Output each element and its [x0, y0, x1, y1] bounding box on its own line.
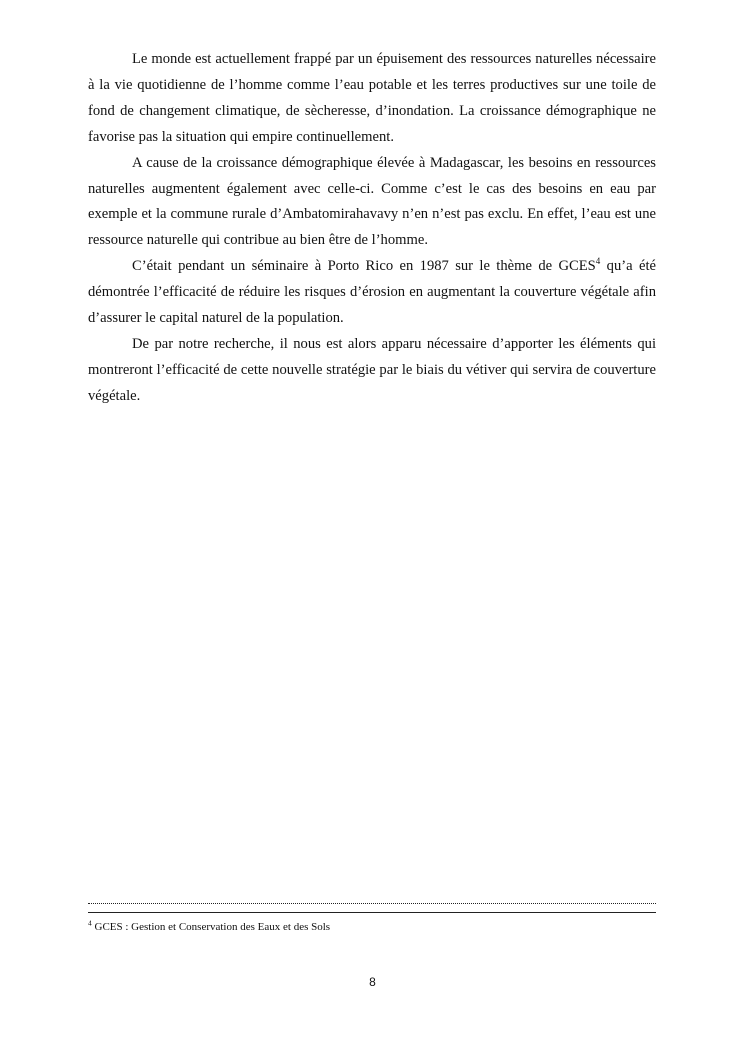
paragraph-3-text-after: qu’a été démontrée l’efficacité de réduire les risques d’érosion en augmentant la couverture végétale afin d’assurer le capital naturel de la population. [88, 258, 656, 327]
paragraph-3 [88, 254, 656, 332]
paragraph-4: De par notre recherche, il nous est alors apparu nécessaire d’apporter les éléments qui montreront l’efficacité de cette nouvelle stratégie par le biais du vétiver qui servira de couverture végétale. [88, 335, 656, 404]
page-number: 8 [369, 975, 376, 989]
paragraph-1: Le monde est actuellement frappé par un épuisement des ressources naturelles nécessaire à la vie quotidienne de l’homme comme l’eau potable et les terres productives sur une toile de fond de changement climatique, de sècheresse, d’inondation. La croissance démographique ne favorise pas la situation qui empire continuellement. [88, 51, 656, 145]
paragraph-2: A cause de la croissance démographique élevée à Madagascar, les besoins en ressources naturelles augmentent également avec celle-ci. Comme c’est le cas des besoins en eau par exemple et la commune rurale d’Ambatomirahavavy n’en n’est pas exclu. En effet, l’eau est une ressource naturelle qui contribue au bien être de l’homme. [88, 154, 656, 249]
body-text [88, 47, 656, 410]
footnote [88, 920, 656, 934]
footnote-separator [88, 903, 656, 913]
footnote-number: 4 [88, 918, 92, 928]
footnote-text: GCES : Gestion et Conservation des Eaux et des Sols [91, 921, 331, 933]
paragraph-3-text-before: C’était pendant un séminaire à Porto Rico en 1987 sur le thème de GCES [132, 258, 596, 275]
footnote-reference[interactable]: 4 [595, 256, 601, 267]
